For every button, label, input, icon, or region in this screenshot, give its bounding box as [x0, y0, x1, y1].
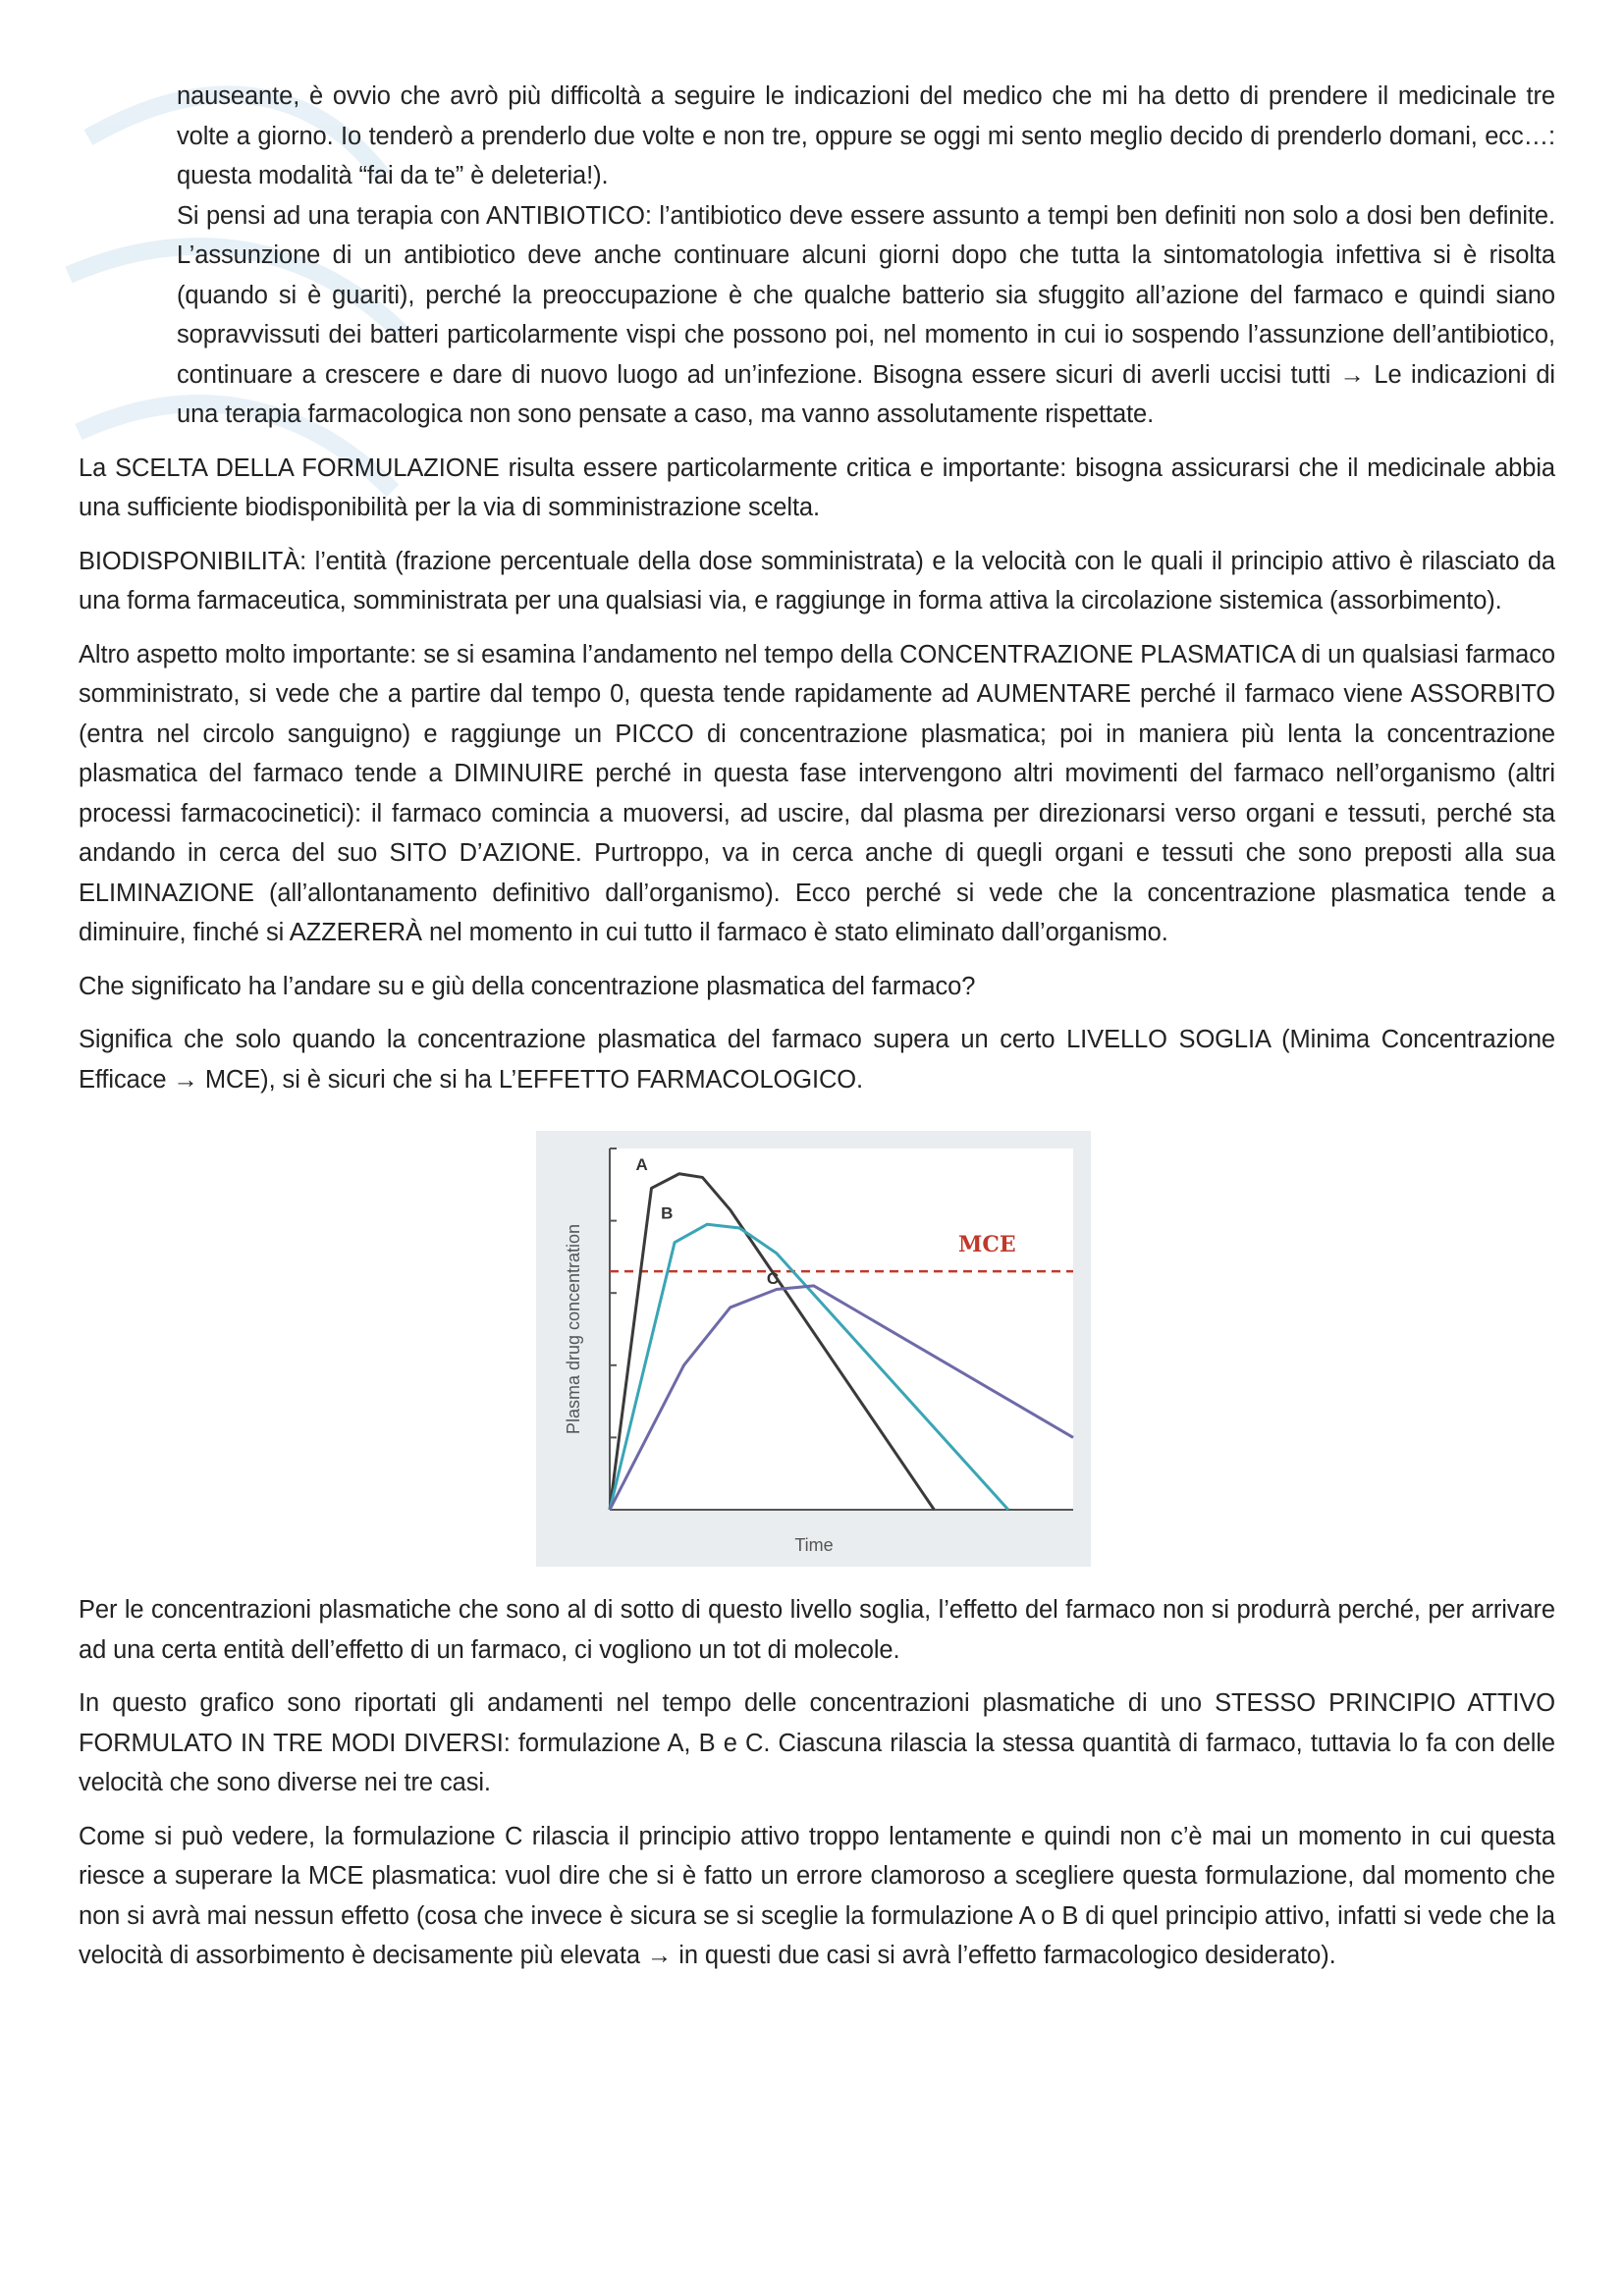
x-axis-label: Time	[794, 1535, 834, 1555]
series-label-a: A	[635, 1154, 648, 1174]
y-axis-label: Plasma drug concentration	[564, 1223, 583, 1435]
paragraph-biodisponibilita: BIODISPONIBILITÀ: l’entità (frazione percentuale della dose somministrata) e la velocità con le quali il principio attivo è rilasciato da una forma farmaceutica, somministrata per una qualsiasi via, e raggiunge in forma attiva la circolazione sistemica (assorbimento).	[79, 547, 1555, 614]
series-label-c: C	[766, 1268, 780, 1288]
series-label-b: B	[661, 1203, 674, 1223]
paragraph-tre-formulazioni: In questo grafico sono riportati gli andamenti nel tempo delle concentrazioni plasmatiche di uno STESSO PRINCIPIO ATTIVO FORMULATO IN TRE MODI DIVERSI: formulazione A, B e C. Ciascuna rilascia la stessa quantità di farmaco, tuttavia lo fa con delle velocità che sono diverse nei tre casi.	[79, 1689, 1555, 1796]
plot-area	[610, 1148, 1073, 1510]
paragraph-formulazione-c: Come si può vedere, la formulazione C rilascia il principio attivo troppo lentamente e quindi non c’è mai un momento in cui questa riesce a superare la MCE plasmatica: vuol dire che si è fatto un errore clamoroso a scegliere questa formulazione, dal momento che non si avrà mai nessun effetto (cosa che invece è sicura se si sceglie la formulazione A o B di quel principio attivo, infatti si vede che la velocità di assorbimento è decisamente più elevata → in questi due casi si avrà l’effetto farmacologico desiderato).	[79, 1822, 1555, 1969]
paragraph-scelta-formulazione: La SCELTA DELLA FORMULAZIONE risulta essere particolarmente critica e importante: bisogna assicurarsi che il medicinale abbia una sufficiente biodisponibilità per la via di somministrazione scelta.	[79, 454, 1555, 521]
paragraph-domanda: Che significato ha l’andare su e giù della concentrazione plasmatica del farmaco?	[79, 972, 976, 1000]
paragraph-concentrazione-plasmatica: Altro aspetto molto importante: se si esamina l’andamento nel tempo della CONCENTRAZIONE PLASMATICA di un qualsiasi farmaco somministrato, si vede che a partire dal tempo 0, questa tende rapidamente ad AUMENTARE perché il farmaco viene ASSORBITO (entra nel circolo sanguigno) e raggiunge un PICCO di concentrazione plasmatica; poi in maniera più lenta la concentrazione plasmatica del farmaco tende a DIMINUIRE perché in questa fase intervengono altri movimenti del farmaco nell’organismo (altri processi farmacocinetici): il farmaco comincia a muoversi, ad uscire, dal plasma per direzionarsi verso organi e tessuti, perché sta andando in cerca del suo SITO D’AZIONE. Purtroppo, va in cerca anche di quegli organi e tessuti che sono preposti alla sua ELIMINAZIONE (all’allontanamento definitivo dall’organismo). Ecco perché si vede che la concentrazione plasmatica tende a diminuire, finché si AZZERERÀ nel momento in cui tutto il farmaco è stato eliminato dall’organismo.	[79, 640, 1555, 946]
paragraph-nauseante: nauseante, è ovvio che avrò più difficoltà a seguire le indicazioni del medico che mi ha detto di prendere il medicinale tre volte a giorno. Io tenderò a prenderlo due volte e non tre, oppure se oggi mi sento meglio decido di prenderlo domani, ecc…: questa modalità “fai da te” è deleteria!).	[177, 82, 1555, 189]
paragraph-sotto-soglia: Per le concentrazioni plasmatiche che sono al di sotto di questo livello soglia, l’effetto del farmaco non si produrrà perché, per arrivare ad una certa entità dell’effetto di un farmaco, ci vogliono un tot di molecole.	[79, 1596, 1555, 1664]
paragraph-antibiotico: Si pensi ad una terapia con ANTIBIOTICO: l’antibiotico deve essere assunto a tempi ben definiti non solo a dosi ben definite. L’assunzione di un antibiotico deve anche continuare alcuni giorni dopo che tutta la sintomatologia infettiva si è risolta (quando si è guariti), perché la preoccupazione è che qualche batterio sia sfuggito all’azione del farmaco e quindi siano sopravvissuti dei batteri particolarmente vispi che possono poi, nel momento in cui io sospendo l’assunzione dell’antibiotico, continuare a crescere e dare di nuovo luogo ad un’infezione. Bisogna essere sicuri di averli uccisi tutti → Le indicazioni di una terapia farmacologica non sono pensate a caso, ma vanno assolutamente rispettate.	[177, 201, 1555, 428]
paragraph-livello-soglia: Significa che solo quando la concentrazione plasmatica del farmaco supera un certo LIVELLO SOGLIA (Minima Concentrazione Efficace → MCE), si è sicuri che si ha L’EFFETTO FARMACOLOGICO.	[79, 1026, 1555, 1094]
page-body	[79, 77, 1555, 1976]
chart-svg	[536, 1131, 1091, 1567]
plasma-concentration-chart	[536, 1131, 1091, 1567]
mce-threshold-label: MCE	[958, 1232, 1016, 1258]
